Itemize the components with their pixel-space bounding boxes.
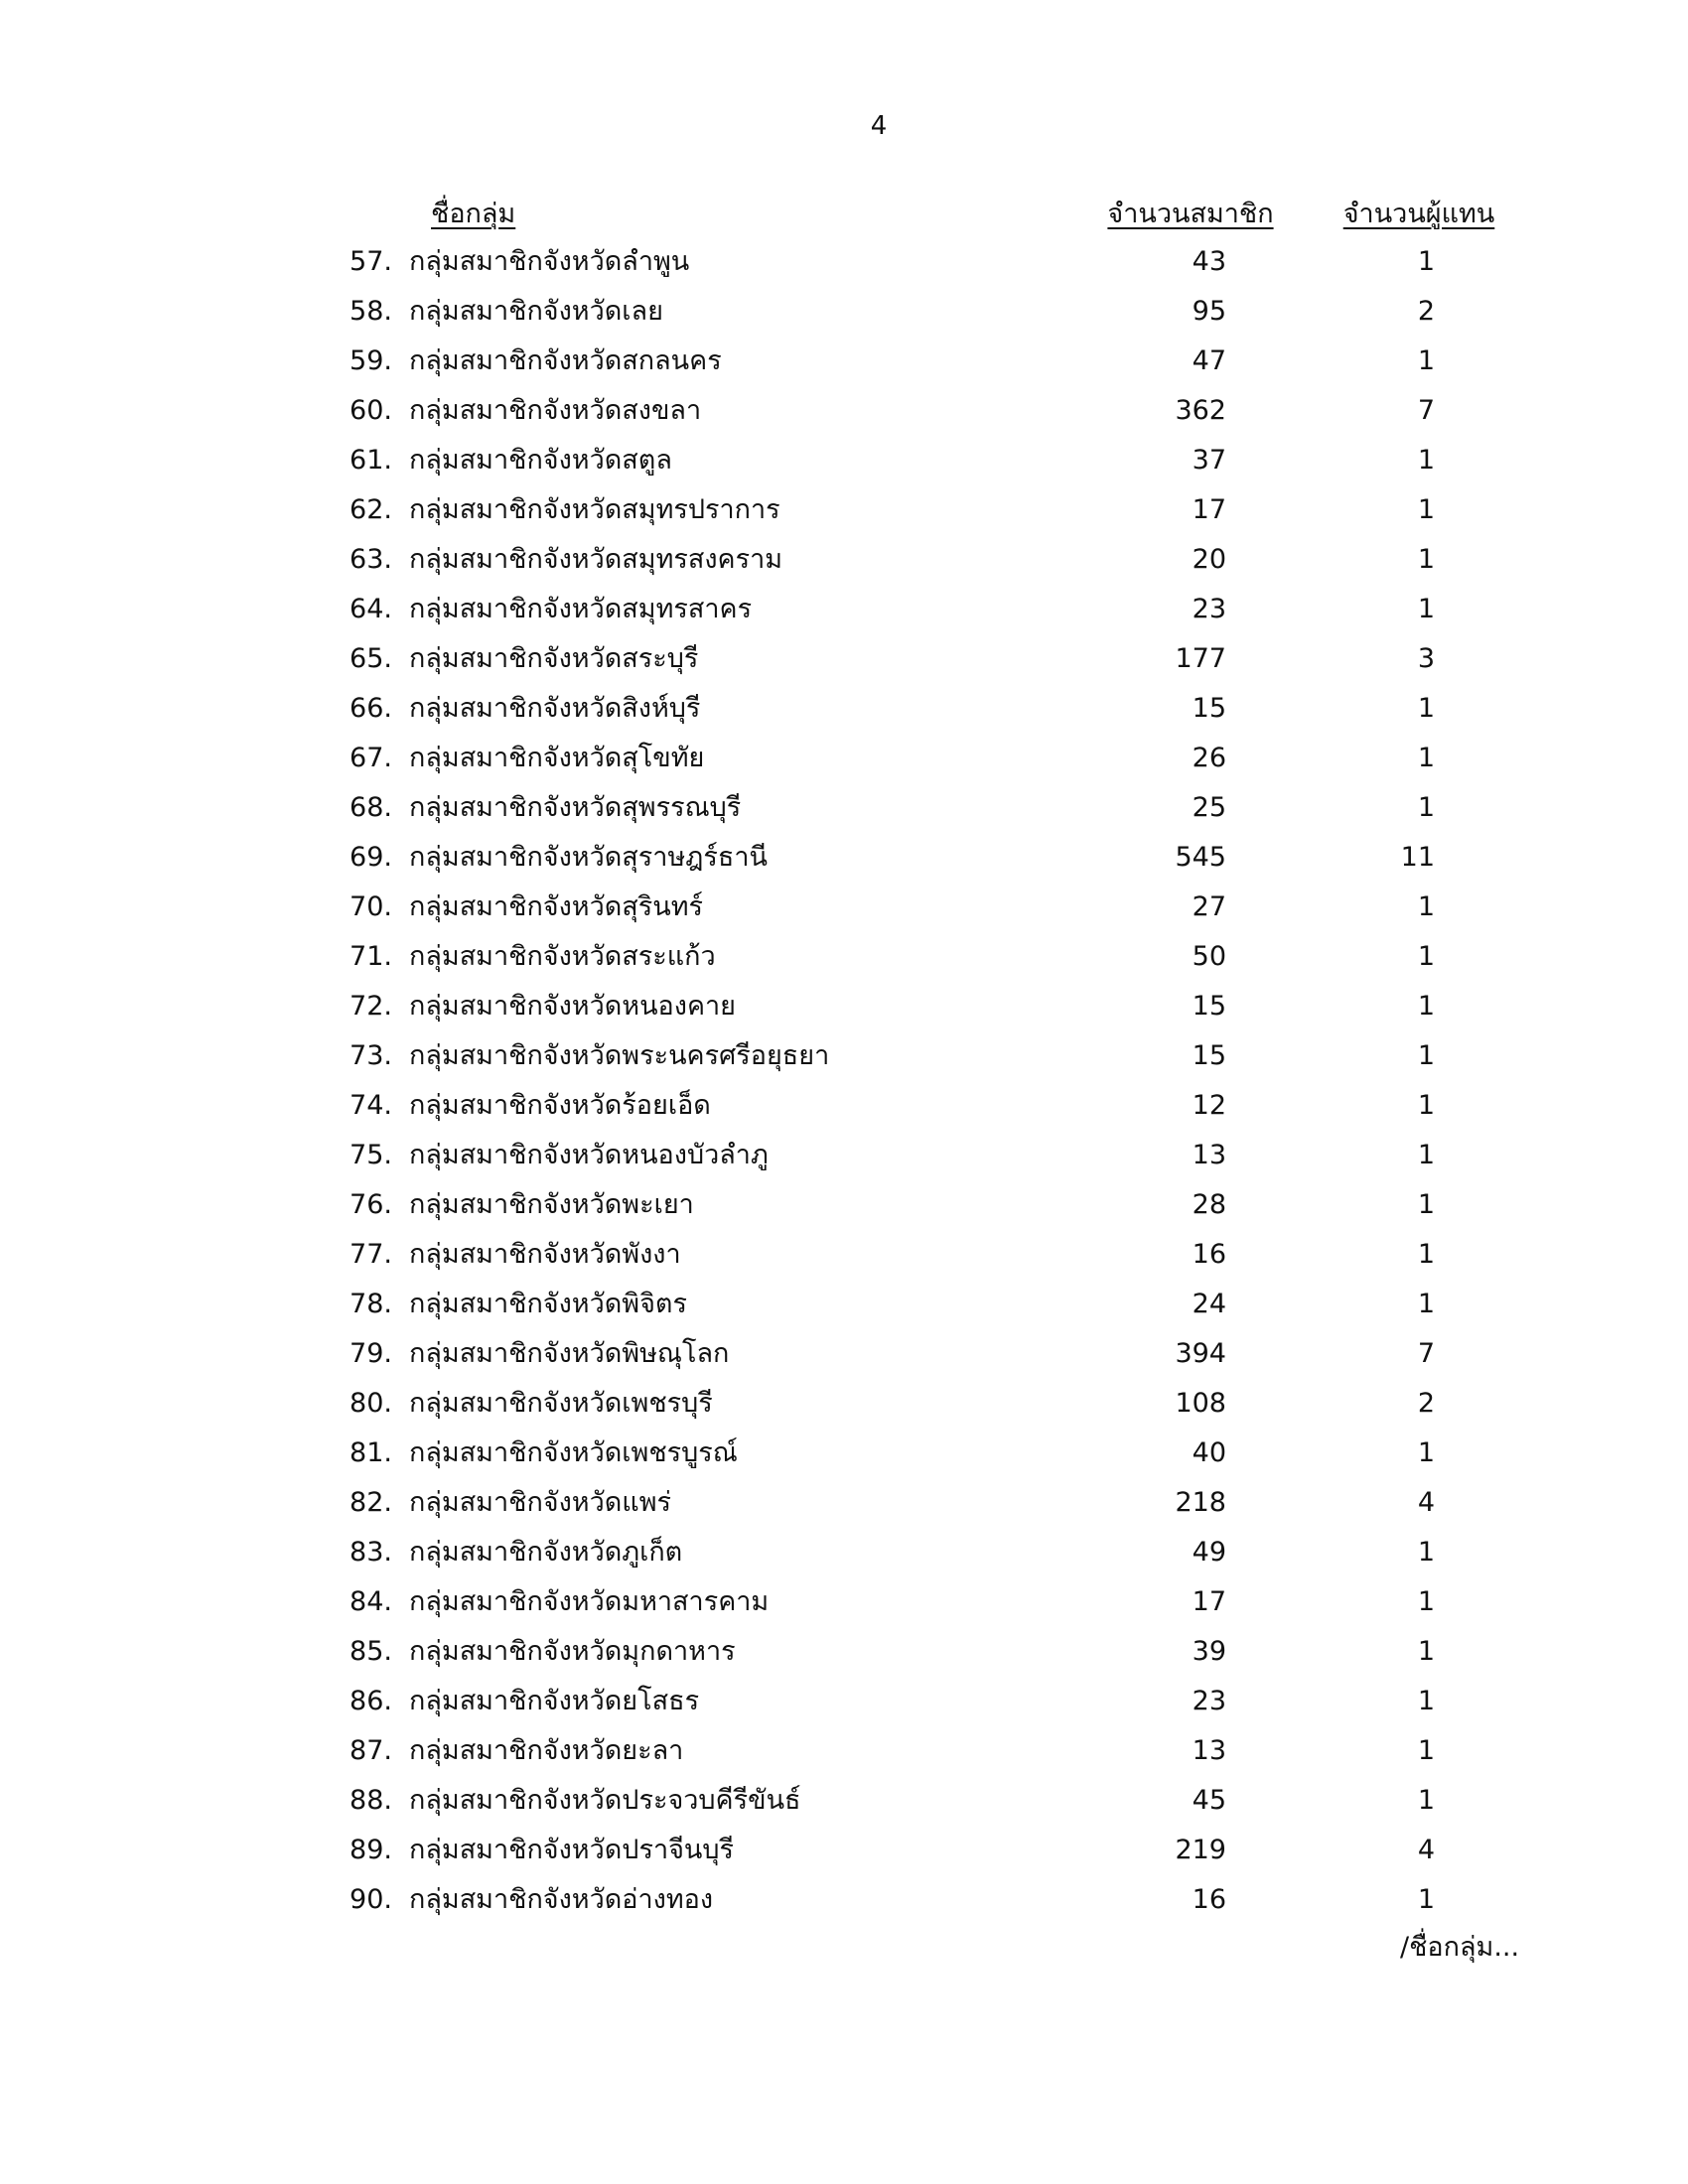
- representative-count: 1: [1417, 445, 1435, 476]
- row-number: 78.: [350, 1289, 392, 1319]
- table-row: [0, 1386, 1688, 1435]
- row-number: 69.: [350, 842, 392, 873]
- table-row: [0, 294, 1688, 343]
- representative-count: 1: [1417, 792, 1435, 823]
- representative-count: 1: [1417, 544, 1435, 575]
- member-count: 15: [1192, 693, 1226, 724]
- row-number: 80.: [350, 1388, 392, 1419]
- row-number: 84.: [350, 1586, 392, 1617]
- table-row: [0, 641, 1688, 691]
- row-number: 63.: [350, 544, 392, 575]
- member-count: 218: [1175, 1487, 1226, 1518]
- table-row: [0, 691, 1688, 741]
- table-row: [0, 790, 1688, 840]
- group-name: กลุ่มสมาชิกจังหวัดพิจิตร: [409, 1289, 687, 1319]
- group-name: กลุ่มสมาชิกจังหวัดร้อยเอ็ด: [409, 1090, 711, 1121]
- representative-count: 1: [1417, 1884, 1435, 1915]
- row-number: 66.: [350, 693, 392, 724]
- table-row: [0, 1336, 1688, 1386]
- row-number: 79.: [350, 1338, 392, 1369]
- group-name: กลุ่มสมาชิกจังหวัดพะเยา: [409, 1189, 694, 1220]
- row-number: 61.: [350, 445, 392, 476]
- row-number: 67.: [350, 743, 392, 773]
- group-name: กลุ่มสมาชิกจังหวัดพังงา: [409, 1239, 681, 1270]
- table-row: [0, 1485, 1688, 1535]
- group-name: กลุ่มสมาชิกจังหวัดหนองคาย: [409, 991, 736, 1022]
- row-number: 72.: [350, 991, 392, 1022]
- row-number: 62.: [350, 494, 392, 525]
- row-number: 85.: [350, 1636, 392, 1667]
- member-count: 16: [1192, 1884, 1226, 1915]
- representative-count: 1: [1417, 1586, 1435, 1617]
- representative-count: 1: [1417, 1636, 1435, 1667]
- group-name: กลุ่มสมาชิกจังหวัดมุกดาหาร: [409, 1636, 736, 1667]
- member-count: 43: [1192, 246, 1226, 277]
- group-name: กลุ่มสมาชิกจังหวัดสุพรรณบุรี: [409, 792, 742, 823]
- table-row: [0, 1237, 1688, 1287]
- table-row: [0, 1038, 1688, 1088]
- table-row: [0, 443, 1688, 492]
- row-number: 68.: [350, 792, 392, 823]
- group-name: กลุ่มสมาชิกจังหวัดพระนครศรีอยุธยา: [409, 1040, 830, 1071]
- member-count: 26: [1192, 743, 1226, 773]
- table-row: [0, 1535, 1688, 1584]
- member-count: 15: [1192, 991, 1226, 1022]
- group-list: [0, 244, 1688, 1932]
- representative-count: 1: [1417, 1239, 1435, 1270]
- representative-count: 7: [1417, 395, 1435, 426]
- row-number: 57.: [350, 246, 392, 277]
- group-name: กลุ่มสมาชิกจังหวัดประจวบคีรีขันธ์: [409, 1785, 801, 1816]
- row-number: 70.: [350, 891, 392, 922]
- group-name: กลุ่มสมาชิกจังหวัดสตูล: [409, 445, 672, 476]
- table-row: [0, 1287, 1688, 1336]
- header-representative-count: จำนวนผู้แทน: [1342, 199, 1495, 229]
- member-count: 95: [1192, 296, 1226, 327]
- row-number: 74.: [350, 1090, 392, 1121]
- row-number: 87.: [350, 1735, 392, 1766]
- row-number: 81.: [350, 1437, 392, 1468]
- representative-count: 1: [1417, 1140, 1435, 1170]
- representative-count: 1: [1417, 1785, 1435, 1816]
- group-name: กลุ่มสมาชิกจังหวัดภูเก็ต: [409, 1537, 683, 1568]
- row-number: 75.: [350, 1140, 392, 1170]
- group-name: กลุ่มสมาชิกจังหวัดสระแก้ว: [409, 941, 716, 972]
- group-name: กลุ่มสมาชิกจังหวัดสมุทรปราการ: [409, 494, 780, 525]
- table-row: [0, 343, 1688, 393]
- group-name: กลุ่มสมาชิกจังหวัดสมุทรสาคร: [409, 594, 753, 624]
- group-name: กลุ่มสมาชิกจังหวัดสระบุรี: [409, 643, 699, 674]
- row-number: 88.: [350, 1785, 392, 1816]
- table-row: [0, 1833, 1688, 1882]
- group-name: กลุ่มสมาชิกจังหวัดสงขลา: [409, 395, 702, 426]
- row-number: 73.: [350, 1040, 392, 1071]
- representative-count: 1: [1417, 693, 1435, 724]
- representative-count: 1: [1417, 743, 1435, 773]
- row-number: 71.: [350, 941, 392, 972]
- table-row: [0, 989, 1688, 1038]
- member-count: 45: [1192, 1785, 1226, 1816]
- group-name: กลุ่มสมาชิกจังหวัดมหาสารคาม: [409, 1586, 770, 1617]
- member-count: 177: [1175, 643, 1226, 674]
- representative-count: 2: [1417, 296, 1435, 327]
- table-row: [0, 840, 1688, 889]
- member-count: 362: [1175, 395, 1226, 426]
- member-count: 17: [1192, 494, 1226, 525]
- representative-count: 1: [1417, 1189, 1435, 1220]
- row-number: 58.: [350, 296, 392, 327]
- member-count: 394: [1175, 1338, 1226, 1369]
- member-count: 39: [1192, 1636, 1226, 1667]
- member-count: 13: [1192, 1140, 1226, 1170]
- group-name: กลุ่มสมาชิกจังหวัดยโสธร: [409, 1686, 700, 1716]
- representative-count: 3: [1417, 643, 1435, 674]
- table-row: [0, 1684, 1688, 1733]
- table-row: [0, 1882, 1688, 1932]
- member-count: 24: [1192, 1289, 1226, 1319]
- table-row: [0, 492, 1688, 542]
- table-row: [0, 592, 1688, 641]
- group-name: กลุ่มสมาชิกจังหวัดสุโขทัย: [409, 743, 705, 773]
- representative-count: 1: [1417, 891, 1435, 922]
- representative-count: 1: [1417, 494, 1435, 525]
- row-number: 65.: [350, 643, 392, 674]
- representative-count: 7: [1417, 1338, 1435, 1369]
- member-count: 20: [1192, 544, 1226, 575]
- member-count: 16: [1192, 1239, 1226, 1270]
- representative-count: 1: [1417, 1735, 1435, 1766]
- representative-count: 4: [1417, 1835, 1435, 1865]
- member-count: 50: [1192, 941, 1226, 972]
- page-number: 4: [870, 111, 888, 141]
- table-row: [0, 1584, 1688, 1634]
- representative-count: 1: [1417, 1686, 1435, 1716]
- table-row: [0, 1435, 1688, 1485]
- member-count: 40: [1192, 1437, 1226, 1468]
- table-header: [0, 195, 1688, 234]
- header-member-count: จำนวนสมาชิก: [1107, 199, 1274, 229]
- representative-count: 4: [1417, 1487, 1435, 1518]
- row-number: 60.: [350, 395, 392, 426]
- member-count: 49: [1192, 1537, 1226, 1568]
- member-count: 17: [1192, 1586, 1226, 1617]
- group-name: กลุ่มสมาชิกจังหวัดปราจีนบุรี: [409, 1835, 735, 1865]
- group-name: กลุ่มสมาชิกจังหวัดหนองบัวลำภู: [409, 1140, 769, 1170]
- group-name: กลุ่มสมาชิกจังหวัดสุรินทร์: [409, 891, 704, 922]
- table-row: [0, 1138, 1688, 1187]
- table-row: [0, 1187, 1688, 1237]
- member-count: 37: [1192, 445, 1226, 476]
- group-name: กลุ่มสมาชิกจังหวัดเลย: [409, 296, 663, 327]
- table-row: [0, 1634, 1688, 1684]
- row-number: 77.: [350, 1239, 392, 1270]
- representative-count: 1: [1417, 1040, 1435, 1071]
- group-name: กลุ่มสมาชิกจังหวัดสุราษฎร์ธานี: [409, 842, 768, 873]
- member-count: 108: [1175, 1388, 1226, 1419]
- representative-count: 1: [1417, 991, 1435, 1022]
- representative-count: 1: [1417, 1437, 1435, 1468]
- group-name: กลุ่มสมาชิกจังหวัดอ่างทอง: [409, 1884, 714, 1915]
- table-row: [0, 393, 1688, 443]
- representative-count: 1: [1417, 246, 1435, 277]
- group-name: กลุ่มสมาชิกจังหวัดเพชรบุรี: [409, 1388, 713, 1419]
- member-count: 23: [1192, 594, 1226, 624]
- representative-count: 1: [1417, 1090, 1435, 1121]
- member-count: 25: [1192, 792, 1226, 823]
- row-number: 89.: [350, 1835, 392, 1865]
- group-name: กลุ่มสมาชิกจังหวัดแพร่: [409, 1487, 672, 1518]
- table-row: [0, 244, 1688, 294]
- row-number: 64.: [350, 594, 392, 624]
- row-number: 83.: [350, 1537, 392, 1568]
- member-count: 219: [1175, 1835, 1226, 1865]
- continuation-note: /ชื่อกลุ่ม...: [1400, 1932, 1520, 1963]
- member-count: 15: [1192, 1040, 1226, 1071]
- member-count: 545: [1175, 842, 1226, 873]
- member-count: 12: [1192, 1090, 1226, 1121]
- group-name: กลุ่มสมาชิกจังหวัดพิษณุโลก: [409, 1338, 730, 1369]
- row-number: 76.: [350, 1189, 392, 1220]
- member-count: 27: [1192, 891, 1226, 922]
- representative-count: 1: [1417, 594, 1435, 624]
- table-row: [0, 542, 1688, 592]
- row-number: 86.: [350, 1686, 392, 1716]
- representative-count: 1: [1417, 1289, 1435, 1319]
- representative-count: 1: [1417, 941, 1435, 972]
- member-count: 28: [1192, 1189, 1226, 1220]
- representative-count: 2: [1417, 1388, 1435, 1419]
- table-row: [0, 1733, 1688, 1783]
- row-number: 90.: [350, 1884, 392, 1915]
- table-row: [0, 741, 1688, 790]
- row-number: 82.: [350, 1487, 392, 1518]
- member-count: 13: [1192, 1735, 1226, 1766]
- group-name: กลุ่มสมาชิกจังหวัดเพชรบูรณ์: [409, 1437, 738, 1468]
- group-name: กลุ่มสมาชิกจังหวัดยะลา: [409, 1735, 684, 1766]
- member-count: 47: [1192, 345, 1226, 376]
- member-count: 23: [1192, 1686, 1226, 1716]
- representative-count: 1: [1417, 345, 1435, 376]
- representative-count: 11: [1400, 842, 1435, 873]
- table-row: [0, 889, 1688, 939]
- row-number: 59.: [350, 345, 392, 376]
- table-row: [0, 939, 1688, 989]
- header-group-name: ชื่อกลุ่ม: [431, 199, 516, 229]
- representative-count: 1: [1417, 1537, 1435, 1568]
- table-row: [0, 1088, 1688, 1138]
- group-name: กลุ่มสมาชิกจังหวัดลำพูน: [409, 246, 690, 277]
- group-name: กลุ่มสมาชิกจังหวัดสกลนคร: [409, 345, 722, 376]
- group-name: กลุ่มสมาชิกจังหวัดสิงห์บุรี: [409, 693, 701, 724]
- group-name: กลุ่มสมาชิกจังหวัดสมุทรสงคราม: [409, 544, 783, 575]
- table-row: [0, 1783, 1688, 1833]
